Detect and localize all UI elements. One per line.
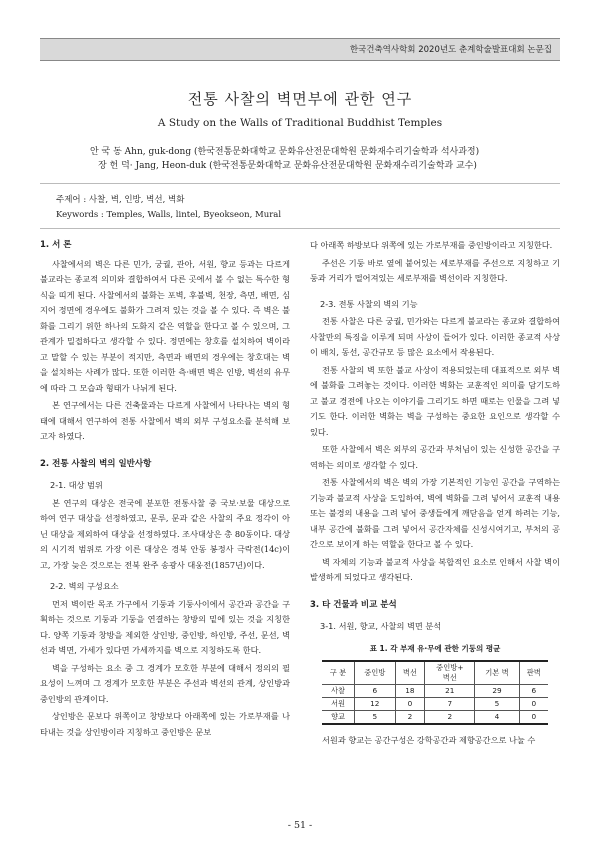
table-header-cell: 판벽 [519, 661, 548, 685]
table-header-row [322, 661, 548, 685]
paragraph: 벽을 구성하는 요소 중 그 경계가 모호한 부분에 대해서 정의의 필요성이 느껴며 그 경계가 모호한 부분은 주선과 벽선의 관계, 상인방과 중인방의 관계이다. [40, 662, 290, 704]
table-header-cell: 구 분 [322, 661, 354, 685]
paragraph: 또한 사찰에서 벽은 외부의 공간과 부처님이 있는 신성한 공간을 구역하는 의미로 생각할 수 있다. [310, 444, 560, 470]
table-caption: 표 1. 각 부재 유·무에 관한 기둥의 평균 [369, 643, 501, 653]
paragraph: 서원과 향교는 공간구성은 강학공간과 제향공간으로 나눌 수 [322, 735, 536, 745]
paragraph: 벽 자체의 기능과 불교적 사상을 복합적인 요소로 인해서 사찰 벽이 발생하게 되었다고 생각된다. [310, 556, 560, 582]
subsection-heading: 3-1. 서원, 향교, 사찰의 벽면 분석 [320, 621, 442, 631]
author-list [90, 145, 479, 173]
author-affiliation: (한국전통문화대학교 문화유산전문대학원 문화재수리기술학과 교수) [209, 161, 477, 171]
journal-title: 한국건축역사학회 2020년도 춘계학술발표대회 논문집 [349, 45, 552, 55]
author-1 [90, 145, 479, 159]
keywords-korean: 주제어 : 사찰, 벽, 인방, 벽선, 벽화 [56, 195, 185, 205]
author-2 [90, 159, 479, 173]
table-cell: 7 [425, 698, 475, 711]
section-heading: 2. 전통 사찰의 벽의 일반사항 [40, 458, 152, 469]
table-cell: 5 [475, 698, 519, 711]
table-cell: 29 [475, 685, 519, 698]
table-cell: 0 [519, 698, 548, 711]
table-cell: 4 [475, 711, 519, 725]
paragraph: 주선은 기둥 바로 옆에 붙어있는 세로부재를 주선으로 지칭하고 기둥과 거리가 떨어져있는 세로부재를 벽선이라 지칭한다. [310, 257, 560, 283]
table-cell: 21 [425, 685, 475, 698]
table-row [322, 711, 548, 725]
paragraph: 본 연구에서는 다른 건축물과는 다르게 사찰에서 나타나는 벽의 형태에 대해서 연구하여 전통 사찰에서 벽의 외부 구성요소를 분석해 보고자 하였다. [40, 400, 290, 441]
table-cell: 서원 [322, 698, 354, 711]
paragraph: 전통 사찰은 다른 궁궐, 민가와는 다르게 불교라는 종교와 결합하여 사찰만의 특징을 이루게 되며 사상이 들어가 있다. 이러한 종교적 사상이 배치, 동선, 공간규모 등 많은 요소에서 작용된다. [310, 316, 560, 357]
keywords-english: Keywords : Temples, Walls, lintel, Byeokseon, Mural [56, 210, 282, 220]
table-cell: 6 [519, 685, 548, 698]
paragraph: 먼저 벽이란 목조 가구에서 기둥과 기둥사이에서 공간과 공간을 구획하는 것으로 기둥과 기둥을 연결하는 창방의 밑에 있는 것을 지칭한다. 양쪽 기둥과 창방을 제외한 상인방, 중인방, 하인방, 주선, 문선, 벽선과 벽면, 가세가 있다면 가세까지를 벽으로 지칭하도록 한다. [40, 598, 290, 655]
top-divider [40, 183, 560, 184]
table-cell: 12 [354, 698, 395, 711]
table-cell: 향교 [322, 711, 354, 725]
table-cell: 18 [395, 685, 425, 698]
table-row [322, 685, 548, 698]
author-affiliation: (한국전통문화대학교 문화유산전문대학원 문화재수리기술학과 석사과정) [194, 147, 480, 157]
left-column [40, 238, 290, 742]
table-header-cell: 중인방 [354, 661, 395, 685]
comparison-table [322, 660, 548, 725]
table-cell: 사찰 [322, 685, 354, 698]
section-heading: 1. 서 론 [40, 240, 72, 250]
paragraph: 전통 사찰의 벽 또한 불교 사상이 적용되었는데 대표적으로 외부 벽에 불화를 그려놓는 것이다. 이러한 벽화는 교훈적인 의미를 담기도하고 불교 경전에 나오는 이야기를 그리기도 하면 때로는 인물을 그려 넣기도 한다. 이러한 벽화는 벽을 구성하는 중요한 요인으로 생각할 수 있다. [310, 364, 560, 437]
paragraph: 다 아래쪽 하방보다 위쪽에 있는 가로부재를 중인방이라고 지칭한다. [310, 240, 553, 250]
table-cell: 6 [354, 685, 395, 698]
section-heading: 3. 타 건물과 비교 분석 [310, 599, 397, 610]
table-cell: 2 [395, 711, 425, 725]
table-cell: 0 [519, 711, 548, 725]
author-name: 장 헌 덕· Jang, Heon-duk [98, 161, 207, 171]
paragraph: 전통 사찰에서의 벽은 벽의 가장 기본적인 기능인 공간을 구역하는 기능과 불교적 사상을 도입하여, 벽에 벽화를 그려 넣어서 교훈적 내용 또는 불경의 내용을 그려 넣어 중생들에게 깨닫음을 얻게 하려는 기능, 내부 공간에 불화를 그려 넣어서 공간자체를 신성시여기고, 부처의 공간으로 보이게 하는 역할을 한다고 볼 수 있다. [310, 477, 560, 549]
paragraph: 본 연구의 대상은 전국에 분포한 전통사찰 중 국보·보물 대상으로 하여 연구 대상을 선정하였고, 문루, 문과 같은 사찰의 주요 정각이 아닌 대상을 제외하여 대상을 선정하였다. 조사대상은 총 80동이다. 대상의 시기적 범위로 가장 이른 대상은 경북 안동 봉정사 극락전(14c)이고, 가장 늦은 것으로는 전북 완주 송광사 대웅전(1857년)이다. [40, 497, 290, 570]
table-header-cell: 기본 벽 [475, 661, 519, 685]
paper-title-english: A Study on the Walls of Traditional Buddhist Temples [157, 117, 443, 129]
table-cell: 2 [425, 711, 475, 725]
right-column [310, 238, 560, 751]
subsection-heading: 2-1. 대상 범위 [50, 480, 103, 490]
author-name: 안 국 동 Ahn, guk-dong [90, 147, 192, 157]
table-header-cell: 중인방+ 벽선 [425, 661, 475, 685]
paragraph: 사찰에서의 벽은 다른 민가, 궁궐, 관아, 서원, 향교 등과는 다르게 불교라는 종교적 의미와 결합하여서 다른 곳에서 볼 수 없는 특수한 형식을 띠게 된다. 사찰에서의 불화는 포벽, 후불벽, 천장, 측면, 배면, 심지어 정면에 경우에도 불화가 그려져 있는 것을 볼 수 있다. 즉 벽은 불화를 그리기 위한 하나의 도화지 같은 역할을 한다고 볼 수 있으며, 그 관계가 밀접하다고 생각할 수 있다. 정면에는 창호를 설치하여 벽이라고 말할 수 있는 부분이 적지만, 측면과 배면의 경우에는 창호대는 벽을 설치하는 사례가 많다. 또한 이러한 측·배면 벽은 인방, 벽선의 유무에 따라 그 모습과 형태가 나뉘게 된다. [40, 258, 290, 393]
table-row [322, 698, 548, 711]
subsection-heading: 2-3. 전통 사찰의 벽의 기능 [320, 298, 418, 309]
journal-header-bar [40, 38, 560, 61]
subsection-heading: 2-2. 벽의 구성요소 [50, 581, 119, 591]
keywords-block [56, 193, 281, 223]
paragraph: 상인방은 문보다 위쪽이고 창방보다 아래쪽에 있는 가로부재를 나타내는 것을 상인방이라 지칭하고 중인방은 문보 [40, 711, 290, 737]
table-cell: 5 [354, 711, 395, 725]
keywords-divider [40, 228, 560, 229]
table-header-cell: 벽선 [395, 661, 425, 685]
table-cell: 0 [395, 698, 425, 711]
paper-title-korean: 전통 사찰의 벽면부에 관한 연구 [187, 90, 413, 108]
page-number: - 51 - [287, 820, 313, 831]
